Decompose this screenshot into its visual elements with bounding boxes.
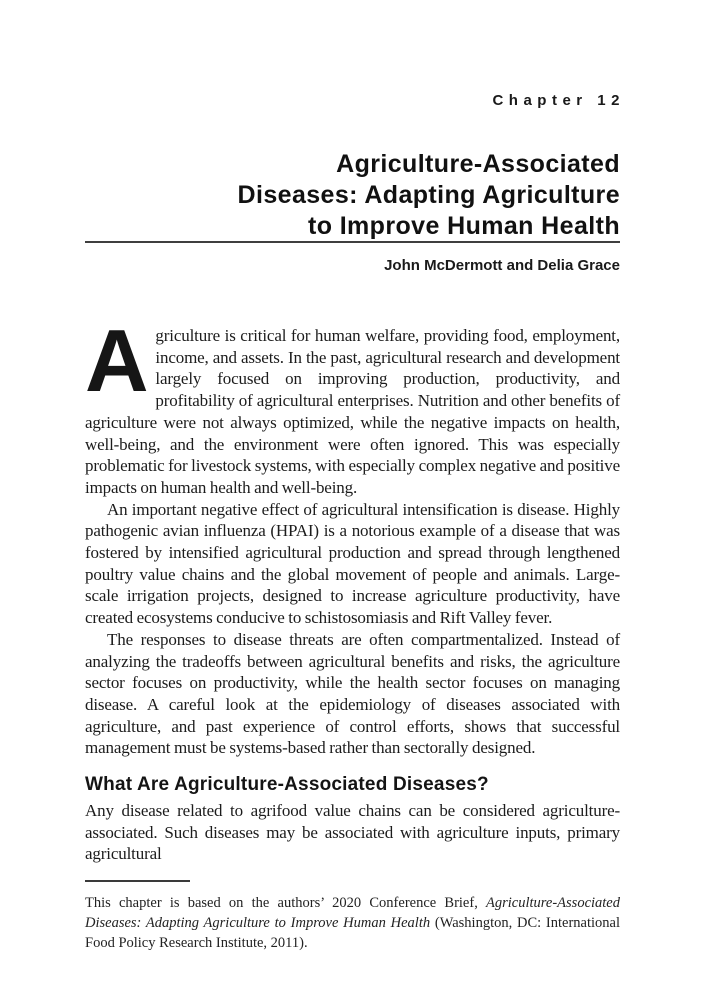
section-paragraph: Any disease related to agrifood value chains can be considered agriculture-associated. Such diseases may be associated with agriculture inputs, primary agricultural [85, 801, 620, 864]
chapter-label: Chapter 12 [492, 92, 625, 109]
footnote-text [85, 893, 620, 953]
paragraph-3: The responses to disease threats are often compartmentalized. Instead of analyzing the tradeoffs between agricultural benefits and risks, the agriculture sector focuses on productivity, while the health sector focuses on managing disease. A careful look at the epidemiology of diseases associated with agriculture, and past experience of control efforts, shows that successful management must be systems-based rather than sectorally designed. [85, 629, 620, 758]
chapter-title [85, 149, 620, 242]
paragraph-1-text: griculture is critical for human welfare, providing food, employment, income, and assets. In the past, agricultural research and development largely focused on improving production, productivity, and profitability of agricultural enterprises. Nutrition and other benefits of agriculture were not always optimized, while the negative impacts on health, well-being, and the environment were often ignored. This was especially problematic for livestock systems, with especially complex negative and positive impacts on human health and well-being. [85, 326, 620, 497]
section [85, 774, 620, 865]
footnote-rule [85, 880, 190, 882]
chapter-title-line-1: Agriculture-Associated [336, 150, 620, 178]
dropcap-letter: A [85, 311, 149, 410]
footnote [85, 880, 620, 953]
title-divider-rule [85, 241, 620, 243]
paragraph-1 [85, 311, 620, 499]
footnote-suffix: (Washington, DC: International Food Policy Research Institute, 2011). [85, 914, 620, 951]
body-text [85, 311, 620, 759]
footnote-italic-title: Agriculture-Associated Diseases: Adapting Agriculture to Improve Human Health [85, 894, 620, 931]
footnote-prefix: This chapter is based on the authors’ 2020 Conference Brief, [85, 894, 487, 911]
paragraph-2: An important negative effect of agricultural intensification is disease. Highly pathogenic avian influenza (HPAI) is a notorious example of a disease that was fostered by intensified agricultural production and spread through lengthened poultry value chains and the global movement of people and animals. Large-scale irrigation projects, designed to increase agriculture productivity, have created ecosystems conducive to schistosomiasis and Rift Valley fever. [85, 499, 620, 628]
section-heading: What Are Agriculture-Associated Diseases? [85, 774, 489, 795]
authors-byline: John McDermott and Delia Grace [384, 257, 620, 274]
chapter-title-line-3: to Improve Human Health [307, 212, 620, 240]
chapter-title-line-2: Diseases: Adapting Agriculture [237, 181, 620, 209]
